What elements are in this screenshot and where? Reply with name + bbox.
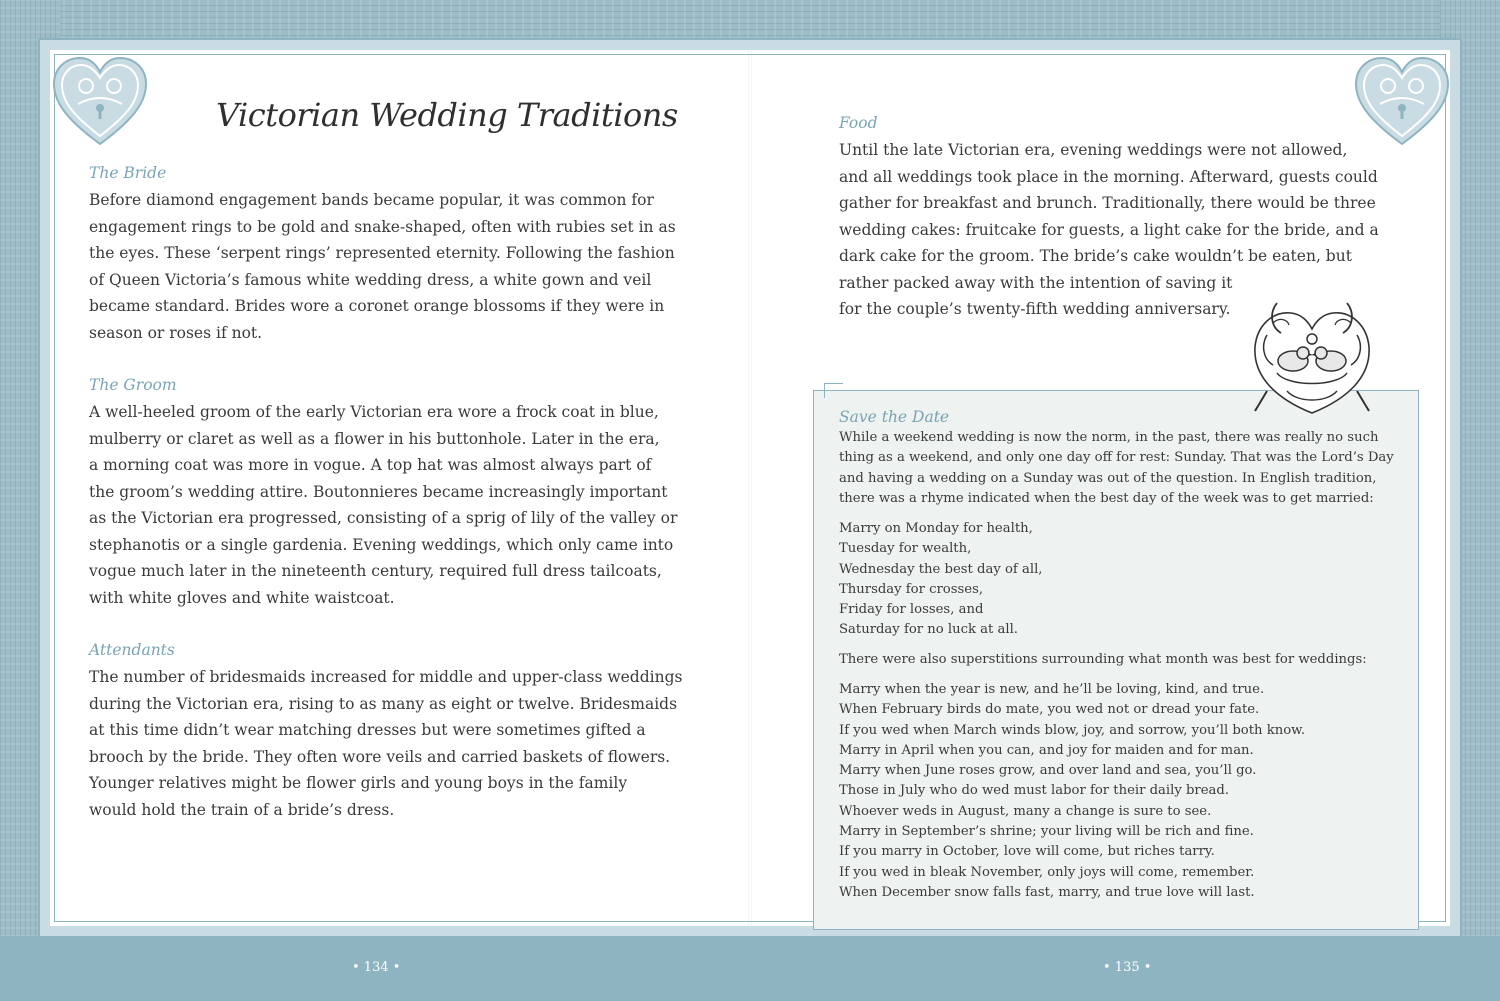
text-line: as the Victorian era progressed, consisting of a sprig of lily of the valley or xyxy=(89,509,678,527)
paragraph-save-the-date-intro xyxy=(839,428,1394,509)
text-line: While a weekend wedding is now the norm, in the past, there was really no such xyxy=(839,430,1379,445)
text-line: The number of bridesmaids increased for middle and upper-class weddings xyxy=(89,668,683,686)
rhyme-line: Saturday for no luck at all. xyxy=(839,622,1019,638)
text-line: engagement rings to be gold and snake-shaped, often with rubies set in as xyxy=(89,217,676,236)
rhyme-line: If you wed in bleak November, only joys will come, remember. xyxy=(839,864,1255,880)
text-line: season or roses if not. xyxy=(89,323,263,342)
text-line: and having a wedding on a Sunday was out of the question. In English tradition, xyxy=(839,470,1377,486)
rhyme-line: Wednesday the best day of all, xyxy=(839,561,1043,577)
month-rhyme xyxy=(839,680,1305,903)
paragraph-bride xyxy=(89,187,676,346)
rhyme-line: Thursday for crosses, xyxy=(839,581,984,597)
text-line: gather for breakfast and brunch. Traditionally, there would be three xyxy=(839,194,1376,212)
text-line: rather packed away with the intention of saving it xyxy=(839,273,1233,292)
paragraph-attendants xyxy=(89,664,682,823)
text-line: and all weddings took place in the morning. Afterward, guests could xyxy=(839,167,1378,186)
text-line: the groom’s wedding attire. Boutonnieres became increasingly important xyxy=(89,482,668,501)
section-heading-food: Food xyxy=(839,114,878,132)
rhyme-line: Marry in April when you can, and joy for maiden and for man. xyxy=(839,742,1254,758)
text-line: for the couple’s twenty-fifth wedding anniversary. xyxy=(839,300,1231,318)
text-line: with white gloves and white waistcoat. xyxy=(89,588,395,607)
section-heading-attendants: Attendants xyxy=(89,641,175,659)
month-rhyme-intro xyxy=(839,650,1367,670)
section-heading-bride: The Bride xyxy=(89,164,167,182)
text-line: vogue much later in the nineteenth century, required full dress tailcoats, xyxy=(89,562,662,580)
text-line: mulberry or claret as well as a flower in his buttonhole. Later in the era, xyxy=(89,429,660,448)
text-line: stephanotis or a single gardenia. Evening weddings, which only came into xyxy=(89,535,674,554)
text-line: would hold the train of a bride’s dress. xyxy=(89,800,395,819)
text-line: thing as a weekend, and only one day off for rest: Sunday. That was the Lord’s Day xyxy=(839,450,1394,466)
rhyme-line: Those in July who do wed must labor for their daily bread. xyxy=(839,783,1230,799)
day-rhyme xyxy=(839,519,1042,641)
text-line: Until the late Victorian era, evening weddings were not allowed, xyxy=(839,141,1348,159)
save-the-date-box-corner xyxy=(824,383,843,398)
section-heading-groom: The Groom xyxy=(89,376,177,394)
rhyme-line: Friday for losses, and xyxy=(839,602,984,618)
text-line: Before diamond engagement bands became popular, it was common for xyxy=(89,191,654,209)
text-line: at this time didn’t wear matching dresses but were sometimes gifted a xyxy=(89,721,646,739)
text-line: there was a rhyme indicated when the best day of the week was to get married: xyxy=(839,490,1374,506)
text-line: dark cake for the groom. The bride’s cake wouldn’t be eaten, but xyxy=(839,247,1352,265)
page-title: Victorian Wedding Traditions xyxy=(216,96,678,134)
text-line: of Queen Victoria’s famous white wedding dress, a white gown and veil xyxy=(89,270,652,289)
footer-band xyxy=(0,936,1500,1001)
rhyme-line: If you marry in October, love will come, but riches tarry. xyxy=(839,844,1215,860)
paragraph-groom xyxy=(89,399,677,611)
rhyme-line: Tuesday for wealth, xyxy=(839,541,972,557)
section-heading-save-the-date: Save the Date xyxy=(839,408,950,426)
page-number-right: • 135 • xyxy=(1103,960,1152,975)
text-line: Younger relatives might be flower girls and young boys in the family xyxy=(89,774,628,792)
text-line: A well-heeled groom of the early Victorian era wore a frock coat in blue, xyxy=(89,403,659,421)
text-line: became standard. Brides wore a coronet orange blossoms if they were in xyxy=(89,297,665,315)
text-line: a morning coat was more in vogue. A top hat was almost always part of xyxy=(89,456,652,474)
rhyme-line: Whoever weds in August, many a change is sure to see. xyxy=(839,803,1212,819)
rhyme-line: Marry in September’s shrine; your living will be rich and fine. xyxy=(839,824,1254,840)
rhyme-line: Marry when June roses grow, and over land and sea, you’ll go. xyxy=(839,763,1257,779)
text-line: wedding cakes: fruitcake for guests, a light cake for the bride, and a xyxy=(839,220,1379,239)
text-line: There were also superstitions surrounding what month was best for weddings: xyxy=(839,652,1367,667)
heart-padlock-icon xyxy=(50,52,150,152)
rhyme-line: If you wed when March winds blow, joy, and sorrow, you’ll both know. xyxy=(839,722,1306,738)
book-gutter xyxy=(748,50,752,926)
rhyme-line: Marry on Monday for health, xyxy=(839,521,1033,536)
text-line: the eyes. These ‘serpent rings’ represented eternity. Following the fashion xyxy=(89,244,675,262)
rhyme-line: Marry when the year is new, and he’ll be loving, kind, and true. xyxy=(839,682,1265,697)
lovebirds-crest-icon xyxy=(1247,295,1377,417)
page-number-left: • 134 • xyxy=(352,960,401,975)
text-line: during the Victorian era, rising to as many as eight or twelve. Bridesmaids xyxy=(89,694,678,713)
rhyme-line: When February birds do mate, you wed not or dread your fate. xyxy=(839,702,1260,718)
text-line: brooch by the bride. They often wore veils and carried baskets of flowers. xyxy=(89,747,671,766)
rhyme-line: When December snow falls fast, marry, and true love will last. xyxy=(839,884,1255,900)
